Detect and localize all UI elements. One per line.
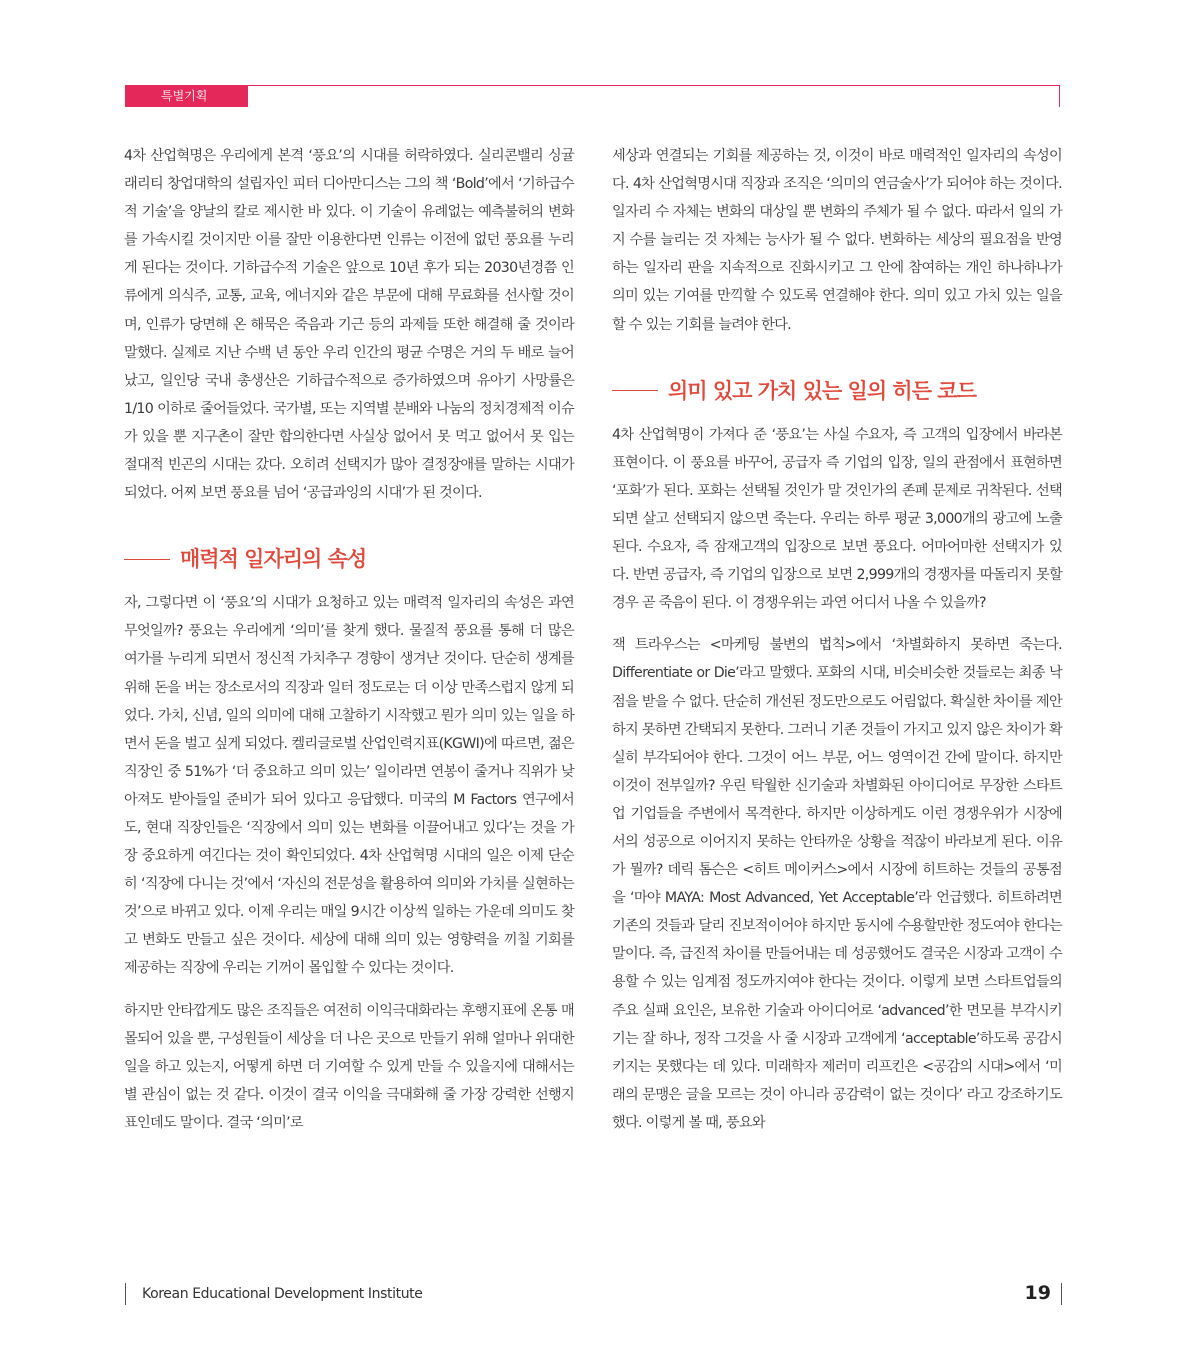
header-rule (125, 85, 1060, 107)
section-tag: 특별기획 (125, 85, 248, 107)
body-paragraph: 잭 트라우스는 <마케팅 불변의 법칙>에서 ‘차별화하지 못하면 죽는다. Differentiate or Die’라고 말했다. 포화의 시대, 비슷비슷한 것들로는 최종 낙점을 받을 수 없다. 단순히 개선된 정도만으로도 어림없다. 확실한 차이를 제안하지 못하면 간택되지 못한다. 그러니 기존 것들이 가지고 있지 않은 차이가 확실히 부각되어야 한다. 그것이 어느 부문, 어느 영역이건 간에 말이다. 하지만 이것이 전부일까? 우린 탁월한 신기술과 차별화된 아이디어로 무장한 스타트업 기업들을 주변에서 목격한다. 하지만 이상하게도 이런 경쟁우위가 시장에서의 성공으로 이어지지 못하는 안타까운 상황을 적잖이 바라보게 된다. 이유가 뭘까? 데릭 톰슨은 <히트 메이커스>에서 시장에 히트하는 것들의 공통점을 ‘마야 MAYA: Most Advanced, Yet Acceptable’라 언급했다. 히트하려면 기존의 것들과 달리 진보적이어야 하지만 동시에 수용할만한 정도여야 한다는 말이다. 즉, 급진적 차이를 만들어내는 데 성공했어도 결국은 시장과 고객이 수용할 수 있는 임계점 정도까지여야 한다는 것이다. 이렇게 보면 스타트업들의 주요 실패 요인은, 보유한 기술과 아이디어로 ‘advanced’한 면모를 부각시키기는 잘 하나, 정작 그것을 사 줄 시장과 고객에게 ‘acceptable’하도록 공감시키지는 못했다는 데 있다. 미래학자 제러미 리프킨은 <공감의 시대>에서 ‘미래의 문맹은 글을 모르는 것이 아니라 공감력이 없는 것이다’ 라고 강조하기도 했다. 이렇게 볼 때, 풍요와 (612, 637, 1062, 1131)
page-number: 19 (1024, 1282, 1051, 1304)
heading-rule (124, 559, 170, 560)
body-paragraph: 하지만 안타깝게도 많은 조직들은 여전히 이익극대화라는 후행지표에 온통 매몰되어 있을 뿐, 구성원들이 세상을 더 나은 곳으로 만들기 위해 얼마나 위대한 일을 하고 있는지, 어떻게 하면 더 기여할 수 있게 만들 수 있을지에 대해서는 별 관심이 없는 것 같다. 이것이 결국 이익을 극대화해 줄 가장 강력한 선행지표인데도 말이다. 결국 ‘의미’로 (124, 1002, 574, 1131)
footer-institute: Korean Educational Development Institute (142, 1286, 423, 1302)
body-paragraph: 자, 그렇다면 이 ‘풍요’의 시대가 요청하고 있는 매력적 일자리의 속성은 과연 무엇일까? 풍요는 우리에게 ‘의미’를 찾게 했다. 물질적 풍요를 통해 더 많은 여가를 누리게 되면서 정신적 가치추구 경향이 생겨난 것이다. 단순히 생계를 위해 돈을 버는 장소로서의 직장과 일터 정도로는 더 이상 만족스럽지 않게 되었다. 가치, 신념, 일의 의미에 대해 고찰하기 시작했고 뭔가 의미 있는 일을 하면서 돈을 벌고 싶게 되었다. 켈리글로벌 산업인력지표(KGWI)에 따르면, 젊은 직장인 중 51%가 ‘더 중요하고 의미 있는’ 일이라면 연봉이 줄거나 직위가 낮아져도 받아들일 준비가 되어 있다고 응답했다. 미국의 M Factors 연구에서도, 현대 직장인들은 ‘직장에서 의미 있는 변화를 이끌어내고 있다’는 것을 가장 중요하게 여긴다는 것이 확인되었다. 4차 산업혁명 시대의 일은 이제 단순히 ‘직장에 다니는 것’에서 ‘자신의 전문성을 활용하여 의미와 가치를 실현하는 것’으로 바뀌고 있다. 이제 우리는 매일 9시간 이상씩 일하는 가운데 의미도 찾고 변화도 만들고 싶은 것이다. 세상에 대해 의미 있는 영향력을 끼칠 기회를 제공하는 직장에 우리는 기꺼이 몰입할 수 있다는 것이다. (124, 595, 574, 977)
body-paragraph: 세상과 연결되는 기회를 제공하는 것, 이것이 바로 매력적인 일자리의 속성이다. 4차 산업혁명시대 직장과 조직은 ‘의미의 연금술사’가 되어야 하는 것이다. 일자리 수 자체는 변화의 대상일 뿐 변화의 주체가 될 수 없다. 따라서 일의 가지 수를 늘리는 것 자체는 능사가 될 수 없다. 변화하는 세상의 필요점을 반영하는 일자리 판을 지속적으로 진화시키고 그 안에 참여하는 개인 하나하나가 의미 있는 기여를 만끽할 수 있도록 연결해야 한다. 의미 있고 가치 있는 일을 할 수 있는 기회를 늘려야 한다. (612, 148, 1062, 333)
heading-text: 매력적 일자리의 속성 (180, 547, 367, 572)
heading-rule (612, 390, 658, 391)
section-heading (612, 375, 1062, 407)
body-paragraph: 4차 산업혁명은 우리에게 본격 ‘풍요’의 시대를 허락하였다. 실리콘밸리 싱귤래리티 창업대학의 설립자인 피터 디아만디스는 그의 책 ‘Bold’에서 ‘기하급수적 기술’을 양날의 칼로 제시한 바 있다. 이 기술이 유례없는 예측불허의 변화를 가속시킬 것이지만 이를 잘만 이용한다면 인류는 이전에 없던 풍요를 누리게 된다는 것이다. 기하급수적 기술은 앞으로 10년 후가 되는 2030년경쯤 인류에게 의식주, 교통, 교육, 에너지와 같은 부문에 대해 무료화를 선사할 것이며, 인류가 당면해 온 해묵은 죽음과 기근 등의 과제들 또한 해결해 줄 것이라 말했다. 실제로 지난 수백 년 동안 우리 인간의 평균 수명은 거의 두 배로 늘어났고, 일인당 국내 총생산은 기하급수적으로 증가하였으며 유아기 사망률은 1/10 이하로 줄어들었다. 국가별, 또는 지역별 분배와 나눔의 정치경제적 이슈가 있을 뿐 지구촌이 잘만 합의한다면 사실상 없어서 못 먹고 없어서 못 입는 절대적 빈곤의 시대는 갔다. 오히려 선택지가 많아 결정장애를 말하는 시대가 되었다. 어찌 보면 풍요를 넘어 ‘공급과잉의 시대’가 된 것이다. (124, 148, 574, 502)
body-paragraph: 4차 산업혁명이 가져다 준 ‘풍요’는 사실 수요자, 즉 고객의 입장에서 바라본 표현이다. 이 풍요를 바꾸어, 공급자 즉 기업의 입장, 일의 관점에서 표현하면 ‘포화’가 된다. 포화는 선택될 것인가 말 것인가의 존폐 문제로 귀착된다. 선택되면 살고 선택되지 않으면 죽는다. 우리는 하루 평균 3,000개의 광고에 노출된다. 수요자, 즉 잠재고객의 입장으로 보면 풍요다. 어마어마한 선택지가 있다. 반면 공급자, 즉 기업의 입장으로 보면 2,999개의 경쟁자를 따돌리지 못할 경우 곧 죽음이 된다. 이 경쟁우위는 과연 어디서 나올 수 있을까? (612, 426, 1062, 612)
left-column (124, 142, 574, 1137)
heading-text: 의미 있고 가치 있는 일의 히든 코드 (668, 378, 976, 403)
section-heading (124, 543, 574, 575)
page-footer (125, 1283, 1062, 1305)
right-column (612, 142, 1062, 1137)
